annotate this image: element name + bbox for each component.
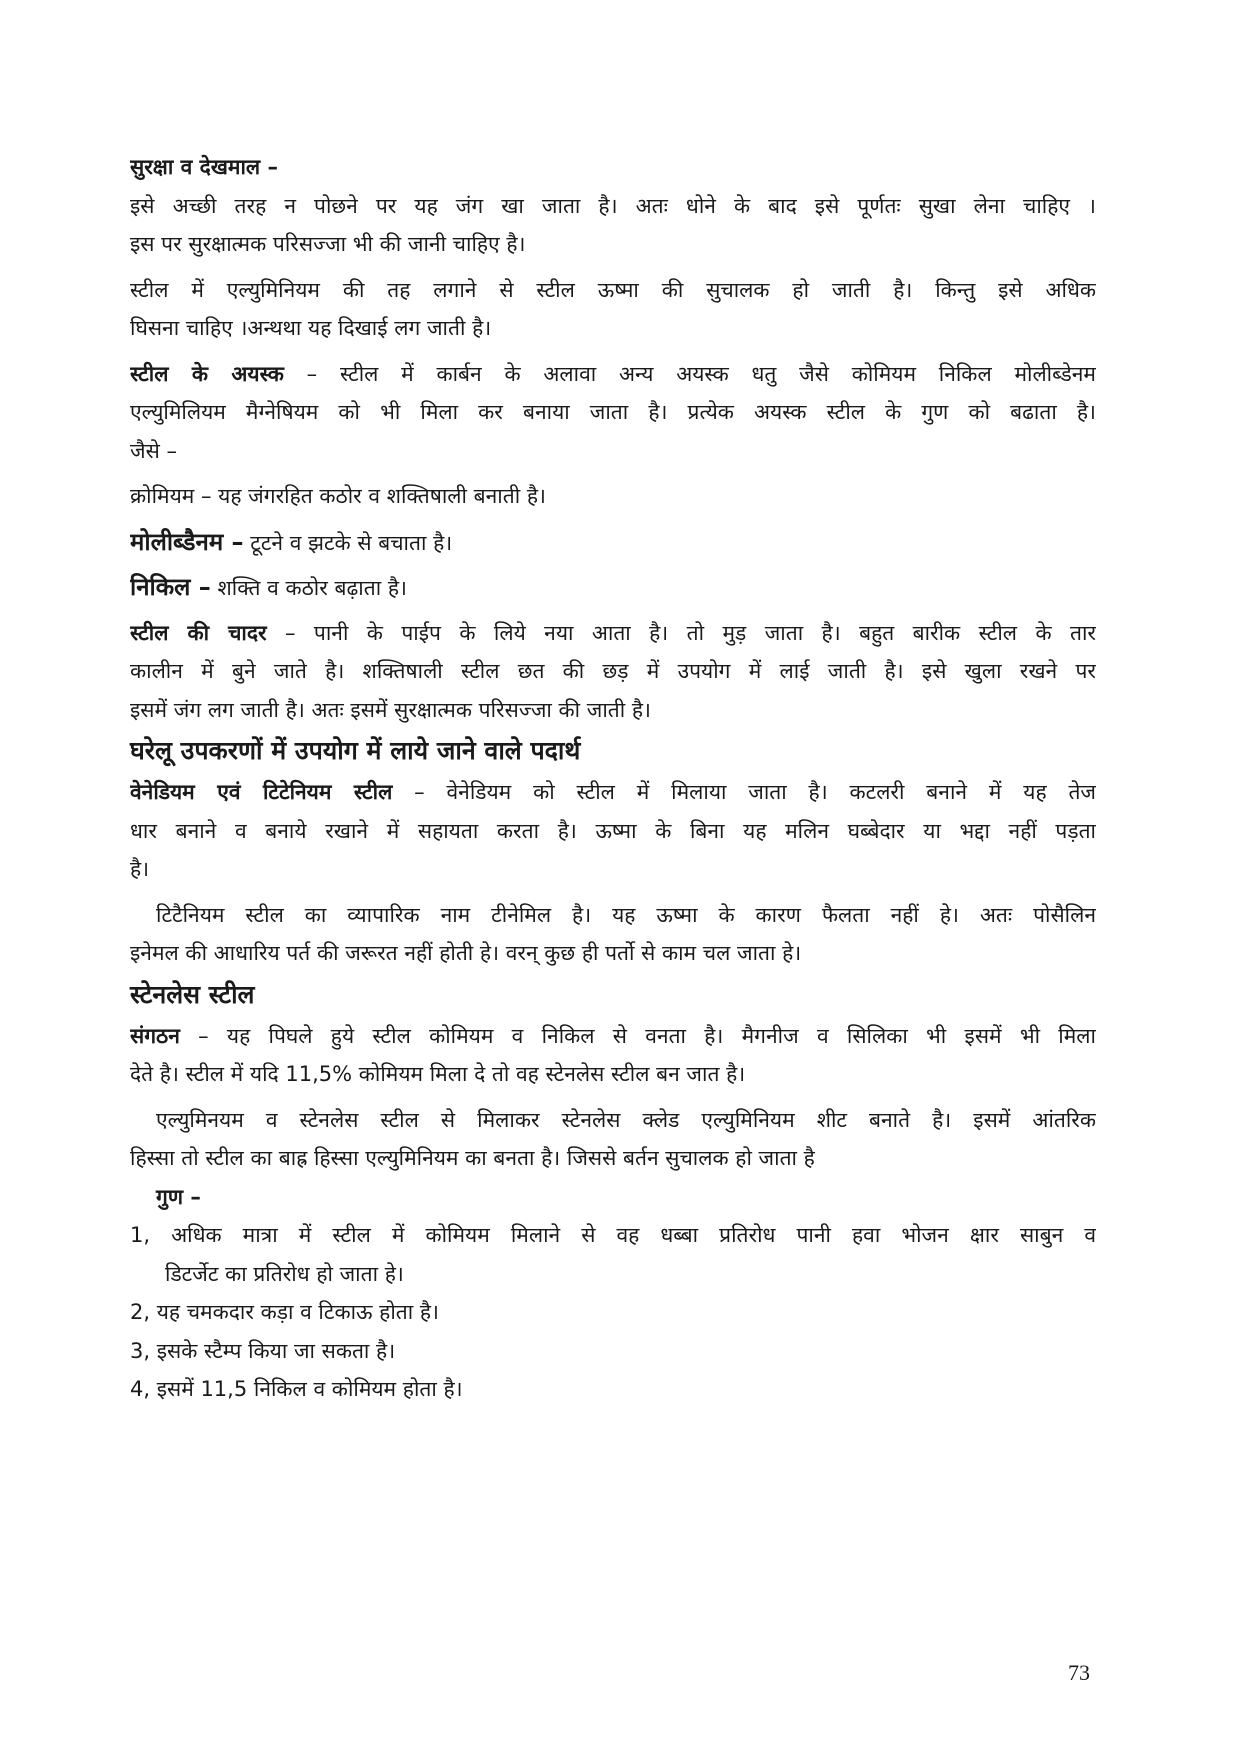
paragraph-line: जैसे – (130, 438, 177, 463)
paragraph-line: देते है। स्टील में यदि 11,5% कोमियम मिला दे तो वह स्टेनलेस स्टील बन जात है। (130, 1062, 746, 1086)
term-text: – पानी के पाईप के लिये नया आता है। तो मुड़ जाता है। बहुत बारीक स्टील के तार (266, 620, 1096, 645)
paragraph-line: घिसना चाहिए ।अन्थथा यह दिखाई लग जाती है। (130, 316, 492, 340)
term-text: – यह पिघले हुये स्टील कोमियम व निकिल से वनता है। मैगनीज व सिलिका भी इसमें भी मिला (179, 1023, 1096, 1048)
term-text: शक्ति व कठोर बढ़ाता है। (210, 576, 407, 600)
paragraph-line (130, 523, 1096, 562)
term-text: टूटने व झटके से बचाता है। (243, 530, 453, 555)
list-item: 3, इसके स्टैम्प किया जा सकता है। (130, 1338, 396, 1363)
paragraph-line: इनेमल की आधारिय पर्त की जरूरत नहीं होती हे। वरन् कुछ ही पर्तो से काम चल जाता हे। (130, 941, 802, 965)
term-label: मोलीब्डैनम – (130, 527, 244, 556)
paragraph-line: टिटैनियम स्टील का व्यापारिक नाम टीनेमिल है। यह ऊष्मा के कारण फैलता नहीं हे। अतः पोसैलिन (156, 902, 1096, 927)
section-heading-care: सुरक्षा व देखमाल – (130, 155, 278, 179)
paragraph-line: इसमें जंग लग जाती है। अतः इसमें सुरक्षात्मक परिसज्जा की जाती है। (130, 697, 651, 722)
page-number: 73 (1068, 1660, 1090, 1685)
paragraph-line: हिस्सा तो स्टील का बाह्र हिस्सा एल्युमिनियम का बनता है। जिससे बर्तन सुचालक हो जाता है (130, 1146, 815, 1170)
term-text: – वेनेडियम को स्टील में मिलाया जाता है। कटलरी बनाने में यह तेज (392, 780, 1096, 804)
paragraph-line: कालीन में बुने जाते है। शक्तिषाली स्टील छत की छड़ में उपयोग में लाई जाती है। इसे खुला रखने पर (130, 659, 1096, 683)
paragraph-line: एल्युमिलियम मैग्नेषियम को भी मिला कर बनाया जाता है। प्रत्येक अयस्क स्टील के गुण को बढाता है। (130, 400, 1096, 424)
paragraph-line (130, 568, 1096, 607)
term-label: संगठन (130, 1023, 180, 1048)
paragraph-line: एल्युमिनयम व स्टेनलेस स्टील से मिलाकर स्टेनलेस क्लेड एल्युमिनियम शीट बनाते है। इसमें आंतरिक (156, 1107, 1096, 1132)
term-label: स्टील की चादर (130, 620, 267, 645)
section-heading-stainless: स्टेनलेस स्टील (130, 979, 255, 1009)
page-body (130, 148, 1096, 1409)
term-label: स्टील के अयस्क (130, 361, 284, 386)
paragraph-line: स्टील में एल्युमिनियम की तह लगाने से स्टील ऊष्मा की सुचालक हो जाती है। किन्तु इसे अधिक (130, 277, 1096, 302)
term-label: वेनेडियम एवं टिटेनियम स्टील (130, 780, 393, 804)
paragraph-line: क्रोमियम – यह जंगरहित कठोर व शक्तिषाली बनाती है। (130, 484, 546, 508)
list-item: 4, इसमें 11,5 निकिल व कोमियम होता है। (130, 1377, 463, 1401)
list-item-continuation: डिटर्जेट का प्रतिरोध हो जाता हे। (165, 1261, 404, 1286)
paragraph-line: है। (130, 857, 150, 881)
section-heading-household: घरेलू उपकरणों में उपयोग में लाये जाने वाले पदार्थ (130, 736, 581, 765)
list-item: 1, अधिक मात्रा में स्टील में कोमियम मिलाने से वह धब्बा प्रतिरोध पानी हवा भोजन क्षार साबुन व (130, 1223, 1096, 1247)
term-text: – स्टील में कार्बन के अलावा अन्य अयस्क धतु जैसे कोमियम निकिल मोलीब्डेनम (283, 361, 1096, 386)
paragraph-line (130, 355, 1096, 394)
list-item: 2, यह चमकदार कड़ा व टिकाऊ होता है। (130, 1300, 439, 1324)
term-label: निकिल – (130, 573, 211, 601)
section-heading-properties: गुण – (156, 1184, 201, 1209)
paragraph-line (130, 614, 1096, 653)
paragraph-line: इस पर सुरक्षात्मक परिसज्जा भी की जानी चाहिए है। (130, 232, 526, 256)
paragraph-line: धार बनाने व बनाये रखाने में सहायता करता है। ऊष्मा के बिना यह मलिन घब्बेदार या भद्दा नहीं पड़ता (130, 818, 1096, 843)
paragraph-line (130, 773, 1096, 812)
paragraph-line (130, 1017, 1096, 1056)
paragraph-line: इसे अच्छी तरह न पोछने पर यह जंग खा जाता है। अतः धोने के बाद इसे पूर्णतः सुखा लेना चाहिए । (130, 193, 1096, 218)
